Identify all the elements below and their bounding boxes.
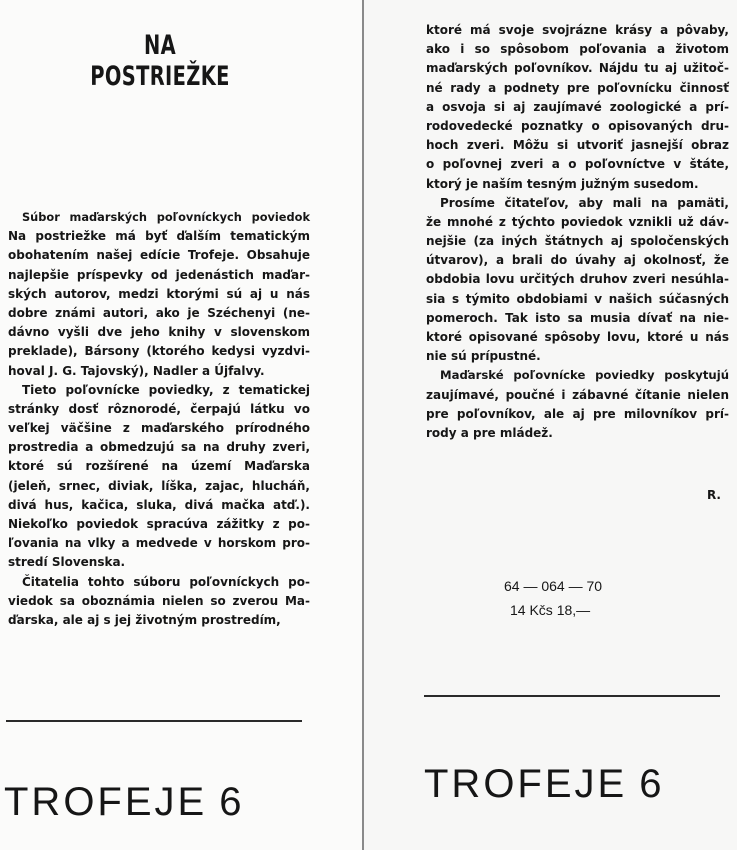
- text-line: ľovania na vlky a medvede v horskom pro-: [8, 536, 310, 551]
- text-line: (jeleň, srnec, diviak, líška, zajac, hlucháň,: [8, 478, 310, 493]
- series-volume: 6: [219, 780, 245, 824]
- text-line: Maďarské poľovnícke poviedky poskytujú: [440, 368, 729, 383]
- text-line: najlepšie príspevky od jedenástich maďar-: [8, 267, 310, 282]
- right-flap-page: [364, 0, 737, 850]
- text-line: ďarska, ale aj s jej životným prostredím,: [8, 612, 281, 627]
- text-line: Niekoľko poviedok spracúva zážitky z po-: [8, 517, 310, 531]
- text-line: ako i so spôsobom poľovania a životom: [426, 42, 729, 57]
- right-series-brand: [424, 762, 664, 807]
- text-line: sia s týmito obdobiami v našich súčasných: [426, 291, 729, 306]
- text-line: Na postriežke má byť ďalším tematickým: [8, 229, 310, 244]
- text-line: hoch zveri. Môžu si utvoriť jasnejší obraz: [426, 138, 729, 153]
- text-line: Čitatelia tohto súboru poľovníckych po-: [22, 574, 310, 589]
- text-line: nejšie (za iných štátnych aj spoločenských: [426, 234, 729, 249]
- text-line: rody a pre mládež.: [426, 425, 553, 440]
- right-blurb: [426, 21, 729, 443]
- text-line: stránky dosť rôznorodé, čerpajú látku vo: [8, 401, 310, 416]
- text-line: ktoré má svoje svojrázne krásy a pôvaby,: [426, 23, 729, 37]
- right-divider-rule: [424, 695, 720, 697]
- text-line: Súbor maďarských poľovníckych poviedok: [22, 210, 310, 224]
- text-line: obohatením našej edície Trofeje. Obsahuje: [8, 248, 310, 263]
- text-line: hoval J. G. Tajovský), Nadler a Újfalvy.: [8, 363, 265, 378]
- text-line: Tieto poľovnícke poviedky, z tematickej: [22, 382, 310, 397]
- text-line: prostredia a obmedzujú sa na druhy zveri,: [8, 440, 310, 455]
- series-name: TROFEJE: [4, 780, 208, 824]
- text-line: nie sú prípustné.: [426, 349, 541, 364]
- catalog-info: [504, 574, 602, 622]
- text-line: veľkej väčšine z maďarského prírodného: [8, 421, 310, 436]
- book-title: NA POSTRIEŽKE: [90, 30, 230, 92]
- text-line: ktorý je naším tesným južným susedom.: [426, 176, 699, 191]
- text-line: preklade), Bársony (ktorého kedysi vyzdvi-: [8, 344, 310, 359]
- left-flap-page: [0, 0, 362, 850]
- text-line: pomeroch. Tak isto sa musia dívať na nie-: [426, 310, 729, 325]
- signature: R.: [706, 488, 721, 502]
- text-line: stredí Slovenska.: [8, 555, 126, 570]
- text-line: divá hus, kačica, sluka, divá mačka atď.).: [8, 497, 310, 512]
- text-line: ktoré sú rozšírené na území Maďarska: [8, 459, 310, 474]
- text-line: ktoré opisované spôsoby lovu, ktoré u nás: [426, 330, 729, 344]
- text-line: ských autorov, medzi ktorými sú aj u nás: [8, 286, 310, 301]
- price-line: 14 Kčs 18,—: [510, 602, 591, 618]
- text-line: dobre známi autori, ako je Széchenyi (ne-: [8, 305, 310, 320]
- text-line: né rady a podnety pre poľovnícku činnosť: [426, 80, 729, 95]
- text-line: že mnohé z týchto poviedok vznikli už dáv-: [426, 214, 729, 229]
- text-line: maďarských poľovníkov. Nájdu tu aj užitoč-: [426, 61, 729, 76]
- text-line: útvarov), a brali do úvahy aj okolnosť, že: [426, 253, 729, 268]
- left-divider-rule: [6, 720, 302, 722]
- text-line: obdobia lovu určitých druhov zveri nesúhla-: [426, 272, 729, 287]
- series-name: TROFEJE: [424, 762, 628, 806]
- text-line: dávno vyšli dve jeho knihy v slovenskom: [8, 325, 310, 340]
- catalog-number: 64 — 064 — 70: [504, 578, 603, 594]
- text-line: a osvoja si aj zaujímavé zoologické a prí-: [426, 99, 729, 114]
- series-volume: 6: [639, 762, 665, 806]
- text-line: pre poľovníkov, ale aj pre milovníkov prí-: [426, 406, 729, 421]
- text-line: Prosíme čitateľov, aby mali na pamäti,: [440, 195, 729, 210]
- text-line: rodovedecké poznatky o opisovaných dru-: [426, 118, 729, 133]
- text-line: zaujímavé, poučné i zábavné čítanie nielen: [426, 387, 729, 402]
- left-blurb: [8, 208, 310, 630]
- left-series-brand: [4, 780, 244, 825]
- text-line: o poľovnej zveri a o poľovníctve v štáte,: [426, 157, 729, 172]
- text-line: viedok sa oboznámia nielen so zverou Ma-: [8, 593, 310, 608]
